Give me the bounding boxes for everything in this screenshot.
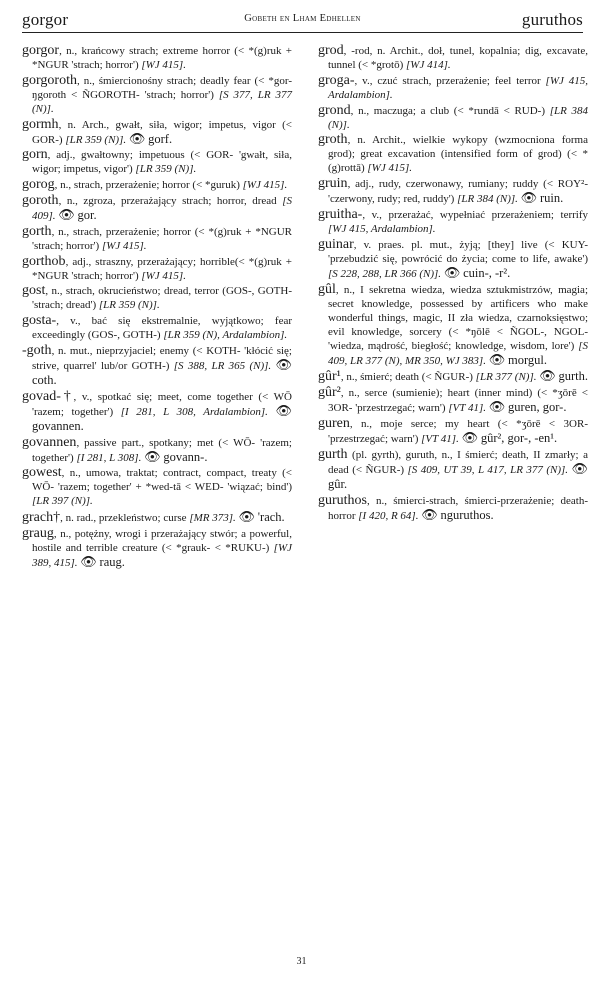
entry-headword: gûl — [318, 281, 336, 297]
entry-definition: , n. mut., nieprzyjaciel; enemy (< KOTH- 'kłócić się; strive, quarrel' lub/or GOTH-) — [32, 344, 292, 372]
entry-cross-reference: gûr², gor-, -en¹. — [480, 430, 558, 445]
entry-source-reference: [WJ 415]. — [141, 269, 186, 282]
entry-cross-reference: 'rach. — [257, 510, 285, 525]
entry-definition: , adj., rudy, czerwonawy, rumiany; ruddy (< ROY²- 'czerwony, rudy; red, ruddy') — [328, 178, 588, 206]
entry-definition: , n. rad., przekleństwo; curse — [60, 512, 190, 525]
dictionary-entry — [22, 148, 292, 176]
entry-definition: , n., śmiercionośny strach; deadly fear (< *gor-ŋgoroth < ÑGOROTH- 'strach; horror') — [32, 74, 292, 101]
eye-icon: 👁 — [443, 264, 461, 280]
running-head-first-word: gorgor — [22, 10, 69, 29]
eye-icon: 👁 — [275, 402, 292, 418]
entry-cross-reference: guren, gor-. — [508, 400, 567, 415]
entry-definition: , n., śmierć; death (< ÑGUR-) — [340, 371, 476, 384]
eye-icon: 👁 — [144, 448, 161, 464]
entry-headword: gruitha- — [318, 206, 363, 222]
entry-headword: goroth — [22, 192, 59, 208]
dictionary-entry — [22, 255, 292, 283]
dictionary-entry — [318, 369, 588, 384]
entry-headword: gowest — [22, 465, 62, 481]
entry-source-reference: [I 420, R 64]. — [358, 509, 419, 522]
entry-definition: , n., strach, okrucieństwo; dread, terror (GOS-, GOTH- 'strach; dread') — [32, 285, 292, 312]
entry-headword: gorgoroth — [22, 72, 77, 88]
eye-icon: 👁 — [80, 553, 97, 569]
entry-source-reference: [WJ 415]. — [367, 162, 413, 175]
entry-headword: gorth — [22, 223, 52, 239]
entry-definition: , n., zgroza, przerażający strach; horror, dread — [58, 194, 283, 207]
entry-headword: graug — [22, 525, 54, 541]
entry-definition: , -rod, n. Archit., doł, tunel, kopalnia; dig, excavate, tunnel (< *grotō) — [328, 45, 588, 71]
running-head-last-word: guruthos — [521, 10, 583, 29]
entry-source-reference: [I 281, L 308]. — [76, 451, 142, 464]
entry-source-reference: [S 388, LR 365 (N)]. — [173, 359, 272, 372]
entry-source-reference: [WJ 415, Ardalambion]. — [328, 74, 589, 101]
entry-definition: , passive part., spotkany; met (< WŌ- 'razem; together') — [32, 436, 292, 464]
page-number: 31 — [296, 956, 307, 967]
dictionary-entry — [318, 177, 588, 206]
entry-cross-reference: govann-. — [163, 449, 208, 464]
dictionary-entry — [22, 390, 292, 434]
eye-icon: 👁 — [128, 130, 146, 146]
entry-headword: gûr² — [318, 385, 341, 401]
entry-cross-reference: cuin-, -r². — [463, 265, 511, 280]
dictionary-entry — [22, 225, 292, 253]
entry-cross-reference: govannen. — [32, 418, 84, 433]
entry-headword: grod — [318, 43, 344, 58]
entry-headword: gruin — [318, 176, 348, 192]
eye-icon: 👁 — [571, 460, 589, 476]
entry-source-reference: [WJ 414]. — [406, 59, 451, 71]
entry-cross-reference: gurth. — [558, 369, 589, 384]
eye-icon: 👁 — [461, 429, 479, 445]
entry-definition: , v., bać się ekstremalnie, wyjątkowo; fear exceedingly (GOS-, GOTH-) — [32, 315, 292, 342]
dictionary-entry — [318, 133, 588, 175]
entry-headword: gûr¹ — [318, 369, 341, 385]
entry-definition: , v., przerażać, wypełniać przerażeniem; terrify — [362, 208, 588, 221]
dictionary-entry — [318, 208, 588, 236]
entry-headword: gorgor — [22, 43, 60, 58]
entry-definition: , n. Arch., gwałt, siła, wigor; impetus, vigor (< GOR-) — [32, 118, 292, 146]
entry-definition: (pl. gyrth), guruth, n., I śmierć; death, II zmarły; a dead (< ÑGUR-) — [328, 448, 588, 476]
dictionary-entry — [22, 344, 292, 388]
entry-headword: gorthob — [22, 253, 66, 269]
entry-source-reference: [S 409, UT 39, L 417, LR 377 (N)]. — [407, 463, 569, 476]
dictionary-entry — [22, 44, 292, 72]
entry-definition: , n., śmierci-strach, śmierci-przerażenie; death-horror — [328, 494, 588, 522]
dictionary-entry — [22, 466, 292, 508]
entry-headword: gost — [22, 283, 46, 299]
eye-icon: 👁 — [520, 190, 538, 206]
entry-source-reference: [VT 41]. — [448, 402, 487, 415]
entry-cross-reference: gor. — [77, 207, 97, 222]
dictionary-entry — [318, 74, 588, 102]
dictionary-entry — [318, 104, 588, 132]
right-column — [318, 44, 588, 524]
entry-source-reference: [LR 384 (N)]. — [457, 193, 518, 206]
dictionary-entry — [22, 527, 292, 570]
entry-headword: grond — [318, 102, 351, 118]
entry-definition: , v. praes. pl. mut., żyją; [they] live (< KUY- 'przebudzić się, powrócić do życia; come to life, awake') — [328, 238, 588, 265]
dictionary-entry — [22, 178, 292, 192]
entry-headword: groth — [318, 132, 348, 148]
entry-definition: , n., strach, przerażenie; horror (< *(g)ruk + *NGUR 'strach; horror') — [32, 225, 292, 252]
entry-headword: gosta- — [22, 313, 57, 329]
entry-cross-reference: ruin. — [539, 191, 564, 206]
entry-headword: gorn — [22, 147, 48, 163]
eye-icon: 👁 — [488, 351, 506, 367]
entry-headword: govannen — [22, 434, 77, 450]
eye-icon: 👁 — [421, 506, 438, 522]
entry-source-reference: [WJ 415]. — [101, 239, 147, 252]
dictionary-entry — [22, 284, 292, 312]
entry-definition: , n., krańcowy strach; extreme horror (< *(g)ruk + *NGUR 'strach; horror') — [32, 45, 292, 71]
entry-cross-reference: raug. — [99, 554, 125, 569]
dictionary-entry — [22, 436, 292, 465]
eye-icon: 👁 — [238, 509, 256, 525]
entry-headword: guren — [318, 415, 350, 431]
dictionary-entry — [318, 44, 588, 72]
entry-source-reference: [LR 359 (N)]. — [65, 133, 127, 146]
dictionary-entry — [318, 238, 588, 281]
left-column — [22, 44, 292, 572]
entry-headword: guinar — [318, 236, 354, 252]
dictionary-entry — [22, 510, 292, 525]
entry-source-reference: [VT 41]. — [421, 432, 459, 445]
entry-definition: , n., I sekretna wiedza, wiedza sztukmistrzów, magia; secret knowledge, possessed by artificers who make wonderful things, magic, II zła wiedza, czarnoksięstwo; evil knowledge, sorcery (< *ŋōlē < ÑGOL-, NGOL- 'wiedza, mądrość, biegłość; knowledge, wisdom, lore') — [328, 283, 588, 352]
entry-source-reference: [LR 384 (N)]. — [328, 104, 588, 131]
entry-headword: gormh — [22, 116, 59, 132]
entry-headword: gorog — [22, 177, 55, 193]
entry-cross-reference: gorf. — [148, 131, 173, 146]
entry-definition: , n., serce (sumienie); heart (inner mind) (< *ʒōrē < 3OR- 'przestrzegać; warn') — [328, 387, 588, 415]
dictionary-entry — [318, 494, 588, 523]
entry-source-reference: [LR 359 (N)]. — [135, 163, 197, 176]
entry-source-reference: [S 409]. — [32, 194, 292, 222]
entry-cross-reference: morgul. — [507, 352, 547, 367]
dictionary-entry — [318, 417, 588, 446]
entry-definition: , n., maczuga; a club (< *rundā < RUD-) — [350, 104, 550, 117]
entry-source-reference: [S 409, LR 377 (N), MR 350, WJ 383]. — [328, 339, 588, 367]
entry-source-reference: [LR 359 (N), Ardalambion]. — [163, 329, 288, 342]
entry-cross-reference: nguruthos. — [440, 507, 494, 522]
entry-definition: , v., czuć strach, przerażenie; feel terror — [354, 74, 546, 87]
entry-definition: , adj., straszny, przerażający; horrible(< *(g)ruk + *NGUR 'strach; horror') — [32, 255, 292, 282]
entry-headword: groga- — [318, 72, 355, 88]
eye-icon: 👁 — [488, 399, 506, 415]
dictionary-entry — [318, 283, 588, 368]
entry-headword: grach† — [22, 510, 61, 526]
entry-headword: govad-† — [22, 388, 74, 404]
entry-headword: -goth — [22, 342, 52, 358]
entry-source-reference: [LR 397 (N)]. — [32, 495, 93, 508]
entry-definition: , n., moje serce; my heart (< *ʒōrē < 3OR- 'przestrzegać; warn') — [328, 417, 588, 445]
eye-icon: 👁 — [539, 368, 556, 384]
entry-definition: , n., potężny, wrogi i przerażający stwór; a powerful, hostile and terrible creature (< *grauk- < *RUKU-) — [32, 527, 292, 554]
running-head-title: Gobeth en Lham Edhellen — [244, 13, 361, 24]
entry-source-reference: [MR 373]. — [189, 512, 236, 525]
entry-definition: , v., spotkać się; meet, come together (< WŌ 'razem; together') — [32, 390, 292, 418]
eye-icon: 👁 — [58, 206, 75, 222]
entry-definition: , n., umowa, traktat; contract, compact, treaty (< WŌ- 'razem; together' + *wed-tā < WED- 'wiązać; bind') — [32, 467, 292, 494]
entry-source-reference: [WJ 415]. — [242, 179, 288, 192]
entry-definition: , n. Archit., wielkie wykopy (wzmocniona forma grod); great excavation (intensified form of grod) (< *(g)rottā) — [328, 134, 588, 175]
entry-source-reference: [S 377, LR 377 (N)]. — [32, 88, 292, 115]
dictionary-entry — [318, 448, 588, 492]
entry-cross-reference: coth. — [32, 372, 57, 387]
entry-source-reference: [I 281, L 308, Ardalambion]. — [120, 405, 268, 418]
running-head — [22, 8, 583, 33]
entry-headword: guruthos — [318, 492, 367, 508]
entry-source-reference: [LR 377 (N)]. — [475, 371, 537, 384]
dictionary-entry — [22, 74, 292, 116]
entry-source-reference: [LR 359 (N)]. — [98, 299, 160, 312]
entry-source-reference: [WJ 415]. — [141, 59, 186, 71]
entry-cross-reference: gûr. — [328, 476, 348, 491]
entry-definition: , n., strach, przerażenie; horror (< *guruk) — [54, 179, 243, 192]
dictionary-entry — [22, 314, 292, 342]
entry-headword: gurth — [318, 446, 348, 462]
dictionary-entry — [22, 194, 292, 223]
eye-icon: 👁 — [275, 356, 292, 372]
entry-source-reference: [WJ 389, 415]. — [32, 541, 292, 569]
dictionary-entry — [318, 386, 588, 415]
entry-definition: , adj., gwałtowny; impetuous (< GOR- 'gwałt, siła, wigor; impetus, vigor') — [32, 149, 292, 176]
dictionary-entry — [22, 118, 292, 147]
entry-source-reference: [S 228, 288, LR 366 (N)]. — [328, 267, 442, 280]
entry-source-reference: [WJ 415, Ardalambion]. — [328, 222, 436, 235]
